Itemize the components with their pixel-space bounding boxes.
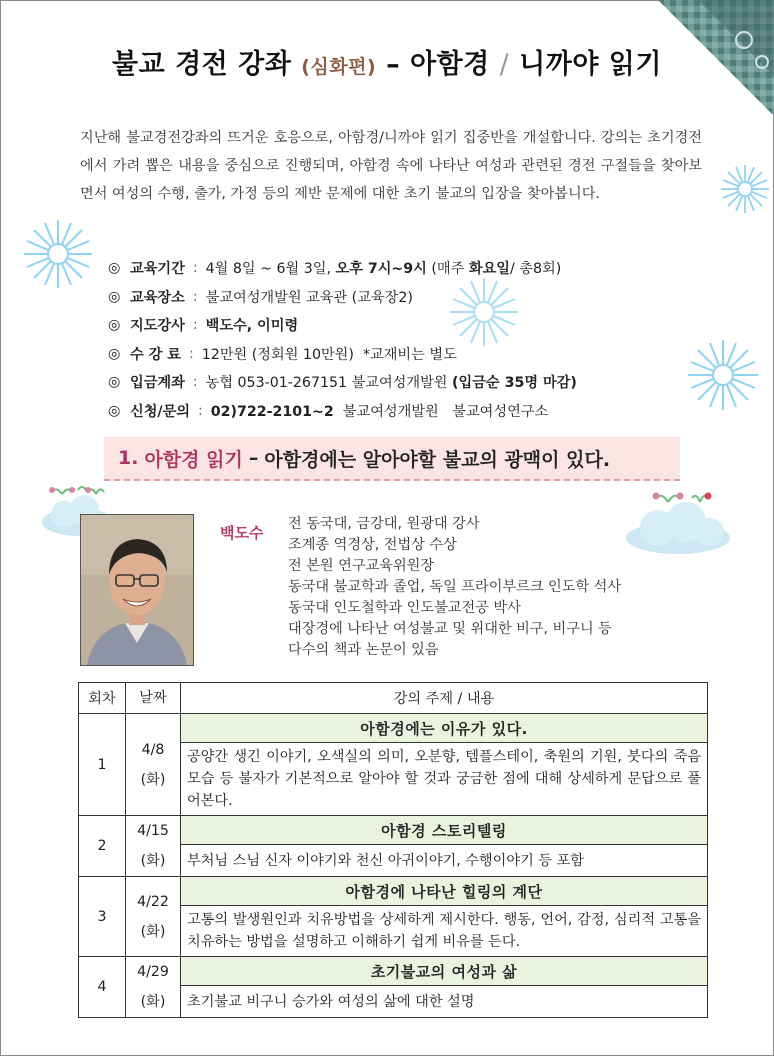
- header-session: 회차: [79, 683, 126, 714]
- session-topic: 아함경에는 이유가 있다.: [181, 714, 708, 743]
- info-label: 교육기간: [130, 261, 185, 278]
- session-date: 4/22: [137, 893, 169, 910]
- info-value-extra: 불교여성개발원 불교여성연구소: [333, 403, 549, 420]
- session-date-cell: [126, 957, 181, 1018]
- info-label: 지도강사: [130, 318, 185, 335]
- schedule-table: [78, 682, 708, 1018]
- session-date-cell: [126, 816, 181, 877]
- info-bullet-icon: ◎: [108, 402, 121, 419]
- info-value-text: 4월 8일 ~ 6월 3일,: [205, 261, 336, 278]
- info-colon: :: [192, 374, 198, 391]
- section-number: 1.: [118, 447, 139, 469]
- info-value: [202, 344, 457, 364]
- session-date-cell: [126, 714, 181, 816]
- bio-line: 동국대 인도철학과 인도불교전공 박사: [288, 600, 521, 616]
- session-description: 초기불교 비구니 승가와 여성의 삶에 대한 설명: [181, 986, 708, 1018]
- info-value-strong: 02)722-2101~2: [210, 403, 334, 420]
- info-row: [108, 368, 577, 397]
- info-row: [108, 340, 577, 369]
- info-colon: :: [189, 345, 194, 362]
- info-colon: :: [198, 402, 203, 419]
- session-description: 고통의 발생원인과 치유방법을 상세하게 제시한다. 행동, 언어, 감정, 심리적 고통을 치유하는 방법을 설명하고 이해하기 쉽게 비유를 든다.: [181, 906, 708, 957]
- info-row: [108, 397, 577, 426]
- course-info-list: [108, 254, 577, 425]
- info-value-extra: (매주: [426, 261, 469, 278]
- header-topic: 강의 주제 / 내용: [181, 683, 708, 714]
- flower-decoration-left: [20, 216, 96, 292]
- session-topic: 아함경에 나타난 힐링의 계단: [181, 877, 708, 906]
- title-main: 불교 경전 강좌: [112, 49, 292, 80]
- session-day: (화): [140, 853, 166, 869]
- title-slash: /: [499, 49, 510, 80]
- section-title: 아함경 읽기: [144, 448, 243, 471]
- session-date: 4/29: [137, 964, 169, 980]
- info-value-text: 농협 053-01-267151 불교여성개발원: [205, 375, 453, 392]
- session-day: (화): [140, 994, 166, 1010]
- table-row: [79, 877, 708, 906]
- session-topic: 아함경 스토리텔링: [181, 816, 708, 845]
- session-number: 1: [79, 714, 126, 816]
- session-description: 공양간 생긴 이야기, 오색실의 의미, 오분향, 템플스테이, 축원의 기원, 붓다의 죽음 모습 등 불자가 기본적으로 알아야 할 것과 궁금한 점에 대해 상세하게 문답으로 풀어본다.: [181, 743, 708, 816]
- info-value-extra2: / 총8회): [509, 261, 562, 278]
- instructor-bio: [288, 514, 702, 661]
- instructor-photo: [80, 514, 194, 666]
- info-value-strong: 오후 7시~9시: [335, 261, 427, 278]
- info-value-strong2: 화요일: [468, 261, 510, 278]
- bio-line: 전 본원 연구교육위원장: [288, 558, 435, 574]
- page-title: [0, 42, 774, 81]
- info-value: [206, 315, 299, 335]
- table-header-row: [79, 683, 708, 714]
- info-value: [206, 287, 413, 307]
- instructor-name: 백도수: [220, 524, 264, 542]
- bio-line: 동국대 불교학과 졸업, 독일 프라이부르크 인도학 석사: [288, 579, 622, 595]
- session-day: (화): [140, 923, 166, 940]
- session-date: 4/8: [141, 741, 165, 758]
- bio-line: 다수의 책과 논문이 있음: [288, 642, 439, 658]
- bio-line: 전 동국대, 금강대, 원광대 강사: [288, 516, 480, 532]
- title-dash: –: [386, 49, 401, 80]
- table-row: [79, 816, 708, 845]
- info-bullet-icon: ◎: [108, 288, 121, 305]
- info-value: [206, 372, 577, 392]
- flower-decoration-right-top: [718, 162, 772, 216]
- intro-paragraph: 지난해 불교경전강좌의 뜨거운 호응으로, 아함경/니까야 읽기 집중반을 개설합니다. 강의는 초기경전에서 가려 뽑은 내용을 중심으로 진행되며, 아함경 속에 나타난 여성과 관련된 경전 구절들을 찾아보면서 여성의 수행, 출가, 가정 등의 제반 문제에 대한 초기 불교의 입장을 찾아봅니다.: [80, 130, 702, 202]
- section-subtitle: 아함경에는 알아야할 불교의 광맥이 있다.: [264, 448, 611, 471]
- info-label: 신청/문의: [130, 403, 191, 420]
- title-part2: 니까야 읽기: [519, 49, 662, 80]
- title-part1: 아함경: [409, 49, 490, 80]
- session-number: 3: [79, 877, 126, 957]
- info-label: 수 강 료: [130, 346, 181, 363]
- info-row: [108, 254, 577, 283]
- session-date-cell: [126, 877, 181, 957]
- table-row: [79, 714, 708, 743]
- info-bullet-icon: ◎: [108, 260, 121, 277]
- info-value-strong: 백도수, 이미령: [205, 318, 299, 335]
- section-banner: [104, 437, 680, 481]
- bio-line: 조계종 역경상, 전법상 수상: [288, 537, 457, 553]
- info-value-strong: (입금순 35명 마감): [452, 375, 577, 392]
- flower-decoration-right-bottom: [684, 336, 762, 414]
- bio-line: 대장경에 나타난 여성불교 및 위대한 비구, 비구니 등: [288, 621, 612, 637]
- info-colon: :: [192, 317, 198, 334]
- info-label: 교육장소: [130, 289, 185, 306]
- table-row: [79, 957, 708, 986]
- info-value: [211, 401, 548, 421]
- info-value: [206, 258, 562, 278]
- session-date: 4/15: [137, 823, 169, 839]
- info-bullet-icon: ◎: [108, 374, 121, 391]
- info-row: [108, 283, 577, 312]
- info-bullet-icon: ◎: [108, 317, 121, 334]
- info-value-text: 12만원 (정회원 10만원) *교재비는 별도: [201, 346, 457, 363]
- info-bullet-icon: ◎: [108, 345, 121, 362]
- session-description: 부처님 스님 신자 이야기와 천신 아귀이야기, 수행이야기 등 포함: [181, 845, 708, 877]
- info-colon: :: [192, 288, 198, 305]
- session-topic: 초기불교의 여성과 삶: [181, 957, 708, 986]
- header-date: 날짜: [126, 683, 181, 714]
- info-row: [108, 311, 577, 340]
- session-number: 4: [79, 957, 126, 1018]
- section-dash: –: [248, 447, 259, 469]
- info-colon: :: [192, 260, 198, 277]
- title-sub: (심화편): [301, 56, 377, 78]
- info-label: 입금계좌: [130, 375, 185, 392]
- info-value-text: 불교여성개발원 교육관 (교육장2): [205, 289, 413, 306]
- session-number: 2: [79, 816, 126, 877]
- session-day: (화): [140, 771, 166, 788]
